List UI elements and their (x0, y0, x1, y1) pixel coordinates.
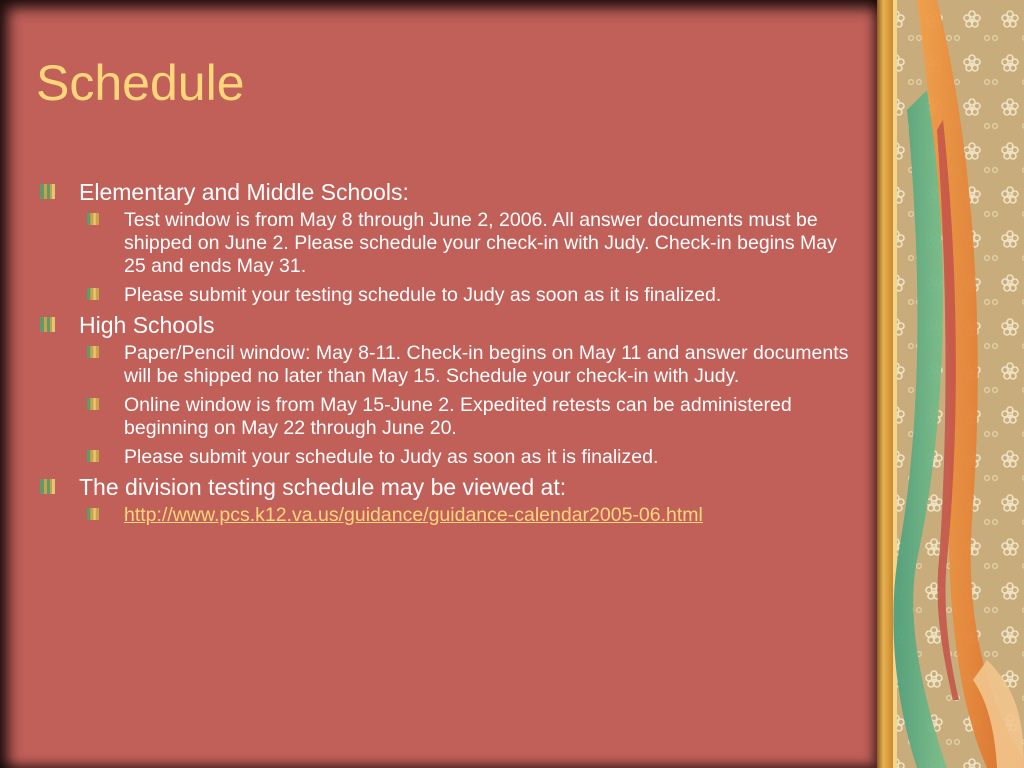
floral-ribbon-decoration (877, 0, 1024, 768)
slide-content (40, 180, 860, 533)
striped-square-bullet-icon (87, 213, 99, 225)
sub-bullet (40, 209, 860, 278)
striped-square-bullet-icon (87, 398, 99, 410)
striped-square-bullet-icon (40, 184, 55, 199)
bullet-text: Elementary and Middle Schools: (79, 179, 409, 205)
calendar-link[interactable]: http://www.pcs.k12.va.us/guidance/guidance-calendar2005-06.html (124, 504, 703, 526)
sub-bullet (40, 504, 860, 527)
striped-square-bullet-icon (87, 450, 99, 462)
sub-bullet-text: Please submit your testing schedule to Judy as soon as it is finalized. (124, 284, 722, 306)
striped-square-bullet-icon (40, 479, 55, 494)
striped-square-bullet-icon (87, 346, 99, 358)
sub-bullet (40, 394, 860, 440)
striped-square-bullet-icon (87, 288, 99, 300)
sub-bullet (40, 342, 860, 388)
sub-bullet (40, 446, 860, 469)
sub-bullet-text: Online window is from May 15-June 2. Expedited retests can be administered beginning on May 22 through June 20. (124, 394, 792, 439)
bullet-division-schedule (40, 475, 860, 500)
sub-bullet (40, 284, 860, 307)
bullet-text: High Schools (79, 312, 215, 338)
slide-title: Schedule (36, 55, 245, 111)
sub-bullet-text: Test window is from May 8 through June 2, 2006. All answer documents must be shipped on June 2. Please schedule your check-in with Judy. Check-in begins May 25 and ends May 31. (124, 209, 837, 277)
bullet-high-schools (40, 313, 860, 338)
striped-square-bullet-icon (40, 317, 55, 332)
striped-square-bullet-icon (87, 508, 99, 520)
sub-bullet-text: Please submit your schedule to Judy as soon as it is finalized. (124, 446, 659, 468)
sub-bullet-text: Paper/Pencil window: May 8-11. Check-in begins on May 11 and answer documents will be shipped no later than May 15. Schedule your check-in with Judy. (124, 342, 849, 387)
bullet-elementary-middle (40, 180, 860, 205)
bullet-text: The division testing schedule may be viewed at: (79, 474, 567, 500)
